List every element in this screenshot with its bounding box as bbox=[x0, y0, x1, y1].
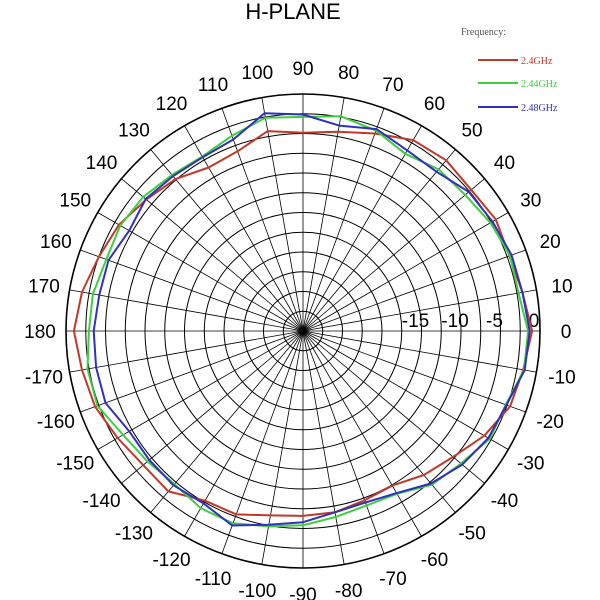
angle-tick-label: 160 bbox=[40, 232, 72, 254]
angle-tick-label: 10 bbox=[551, 276, 573, 298]
angle-tick-label: 180 bbox=[24, 322, 56, 343]
grid-spoke bbox=[303, 331, 384, 554]
legend-label: 2.48GHz bbox=[521, 103, 558, 114]
angle-tick-label: -60 bbox=[420, 549, 449, 571]
legend-title: Frequency: bbox=[461, 27, 506, 38]
legend bbox=[461, 27, 558, 114]
angle-tick-label: -50 bbox=[458, 523, 486, 545]
angle-tick-label: -110 bbox=[194, 569, 232, 591]
angle-tick-label: 170 bbox=[28, 276, 60, 298]
angle-tick-label: 0 bbox=[560, 322, 572, 343]
angle-tick-label: -90 bbox=[289, 585, 317, 600]
angle-tick-label: 140 bbox=[85, 152, 118, 174]
angle-tick-label: -10 bbox=[548, 367, 576, 389]
angle-tick-label: 40 bbox=[493, 152, 516, 174]
angle-tick-label: 20 bbox=[539, 232, 561, 254]
angle-tick-label: -130 bbox=[114, 523, 153, 545]
angle-tick-label: 110 bbox=[197, 74, 229, 96]
angle-tick-label: -20 bbox=[536, 411, 564, 433]
legend-label: 2.4GHz bbox=[521, 56, 553, 67]
radial-tick-label: 0 bbox=[528, 311, 540, 332]
angle-tick-label: 150 bbox=[59, 190, 92, 212]
angle-tick-label: -40 bbox=[490, 491, 519, 513]
angle-tick-label: -80 bbox=[334, 581, 363, 600]
angle-tick-label: -160 bbox=[36, 411, 75, 433]
polar-grid bbox=[66, 94, 540, 568]
angle-tick-label: -30 bbox=[517, 453, 545, 475]
angle-tick-label: 80 bbox=[338, 62, 360, 84]
legend-items bbox=[478, 56, 558, 114]
angle-tick-label: 50 bbox=[461, 120, 483, 142]
angle-tick-label: 130 bbox=[118, 120, 150, 142]
radial-tick-labels bbox=[402, 311, 540, 332]
grid-spoke bbox=[222, 331, 303, 554]
chart-title: H-PLANE bbox=[245, 0, 341, 24]
radial-tick-label: -5 bbox=[486, 311, 503, 332]
angle-tick-label: 90 bbox=[292, 59, 314, 80]
angle-tick-label: 70 bbox=[382, 74, 404, 96]
angle-tick-label: 60 bbox=[423, 94, 446, 116]
angle-tick-label: 120 bbox=[155, 94, 188, 116]
radial-tick-label: -10 bbox=[441, 311, 469, 332]
grid-spoke bbox=[303, 108, 384, 331]
grid-spoke bbox=[80, 250, 303, 331]
angle-tick-label: -140 bbox=[82, 491, 121, 513]
angle-tick-label: 30 bbox=[520, 190, 542, 212]
angle-tick-label: -120 bbox=[152, 549, 191, 571]
angle-tick-label: -100 bbox=[238, 581, 277, 600]
legend-label: 2.44GHz bbox=[521, 79, 558, 90]
grid-spoke bbox=[80, 331, 303, 412]
angle-tick-label: -150 bbox=[56, 453, 95, 475]
angle-tick-label: -70 bbox=[379, 569, 407, 591]
grid-spoke bbox=[303, 331, 526, 412]
angle-tick-label: 100 bbox=[241, 62, 274, 84]
angle-tick-label: -170 bbox=[24, 367, 64, 389]
grid-spoke bbox=[222, 108, 303, 331]
radial-tick-label: -15 bbox=[401, 311, 430, 332]
